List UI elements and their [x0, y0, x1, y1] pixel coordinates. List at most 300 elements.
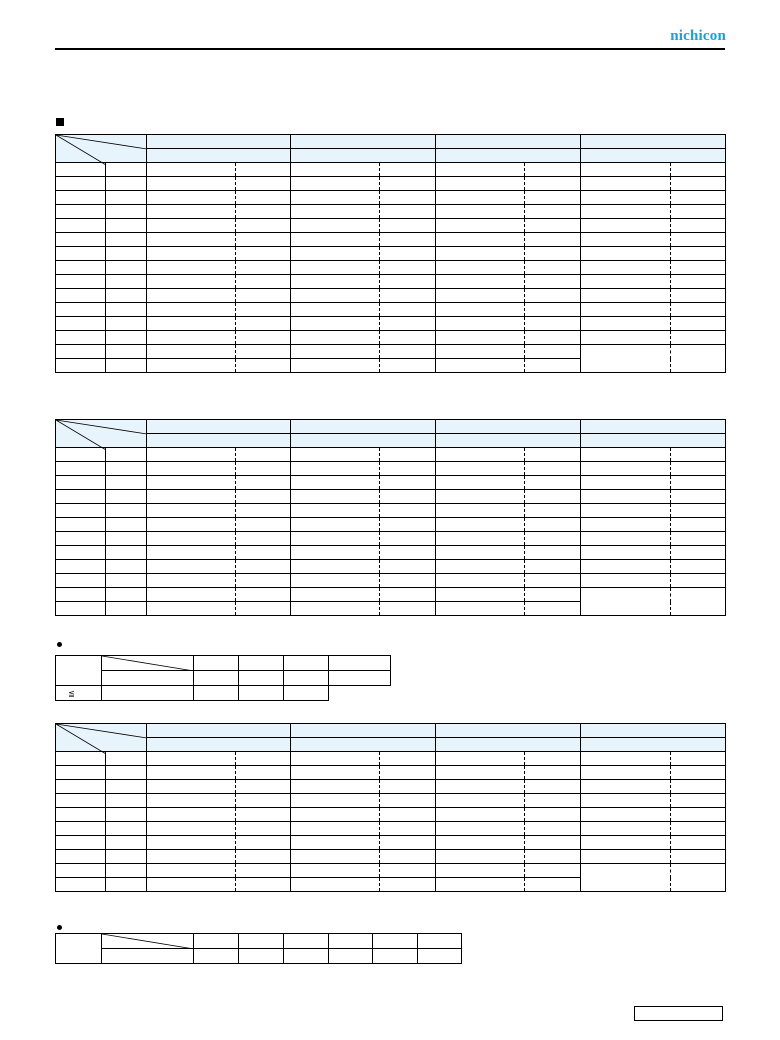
table-cell	[436, 289, 525, 303]
small2-cell	[194, 949, 239, 964]
table-cell	[380, 177, 436, 191]
table-cell	[56, 864, 106, 878]
table-cell	[436, 878, 525, 892]
table-row	[56, 504, 726, 518]
table-cell	[236, 448, 291, 462]
table-cell	[581, 317, 671, 331]
table-cell	[106, 822, 147, 836]
table-cell	[236, 602, 291, 616]
table-cell	[106, 191, 147, 205]
table-row	[56, 532, 726, 546]
table-cell	[147, 780, 236, 794]
table-cell	[56, 574, 106, 588]
voltage-group-header	[147, 434, 291, 448]
table-cell	[436, 163, 525, 177]
table-cell	[147, 303, 236, 317]
table-row	[56, 275, 726, 289]
table-row	[56, 808, 726, 822]
small1-diag-cell	[102, 656, 194, 671]
table-cell	[291, 588, 380, 602]
less-equal-symbol: ≦	[68, 688, 75, 698]
page-number-box	[634, 1006, 723, 1021]
small2-cell	[418, 949, 462, 964]
table-cell	[380, 808, 436, 822]
table-cell	[671, 476, 726, 490]
table-cell	[291, 574, 380, 588]
table-cell	[291, 602, 380, 616]
table-cell	[581, 233, 671, 247]
voltage-group-header	[581, 434, 726, 448]
table-cell	[106, 462, 147, 476]
table-cell	[236, 532, 291, 546]
small1-cell	[329, 656, 391, 671]
table-cell	[380, 247, 436, 261]
table-cell	[671, 462, 726, 476]
table-cell	[380, 345, 436, 359]
table-cell	[56, 794, 106, 808]
table-cell-merged	[671, 588, 726, 616]
table-cell	[56, 359, 106, 373]
table-cell	[436, 504, 525, 518]
table-cell	[436, 850, 525, 864]
table-cell	[236, 490, 291, 504]
table-cell	[581, 205, 671, 219]
table-row	[56, 518, 726, 532]
table-cell	[236, 878, 291, 892]
small2-cell	[329, 934, 373, 949]
table-cell	[380, 780, 436, 794]
table-cell	[236, 808, 291, 822]
table-cell-merged	[671, 864, 726, 892]
table-cell	[380, 303, 436, 317]
table-cell	[525, 317, 581, 331]
table-cell	[525, 546, 581, 560]
table-cell	[106, 560, 147, 574]
table-cell	[380, 602, 436, 616]
table-cell	[147, 261, 236, 275]
table-cell	[380, 588, 436, 602]
voltage-group-header	[436, 434, 581, 448]
voltage-group-header	[436, 135, 581, 149]
table-cell	[236, 462, 291, 476]
table-cell	[581, 490, 671, 504]
table-cell	[671, 532, 726, 546]
table-cell	[147, 878, 236, 892]
table-cell	[106, 850, 147, 864]
table-cell	[56, 588, 106, 602]
voltage-group-header	[581, 724, 726, 738]
table-cell	[291, 546, 380, 560]
table-cell	[436, 177, 525, 191]
table-cell	[147, 462, 236, 476]
table-cell	[147, 247, 236, 261]
small1-rowhead	[56, 656, 102, 686]
table-cell	[147, 560, 236, 574]
table-cell	[671, 275, 726, 289]
table-cell	[56, 317, 106, 331]
table-cell	[525, 574, 581, 588]
table-row	[56, 205, 726, 219]
table-cell	[291, 275, 380, 289]
table-cell	[147, 864, 236, 878]
table-cell	[671, 822, 726, 836]
table-cell	[291, 448, 380, 462]
table-cell	[436, 317, 525, 331]
table-cell	[525, 808, 581, 822]
table-cell	[581, 191, 671, 205]
small2-cell	[284, 934, 329, 949]
table-cell	[106, 602, 147, 616]
rating-table-3	[55, 723, 726, 892]
table-cell	[525, 331, 581, 345]
table-cell	[56, 275, 106, 289]
table-cell	[581, 476, 671, 490]
table-cell	[106, 794, 147, 808]
table-cell	[291, 303, 380, 317]
table-cell	[436, 766, 525, 780]
table-cell	[525, 303, 581, 317]
small1-cell	[239, 656, 284, 671]
small2-cell	[373, 934, 418, 949]
table-cell	[147, 836, 236, 850]
table-cell	[525, 794, 581, 808]
table-cell	[236, 261, 291, 275]
table-corner-header	[56, 420, 147, 448]
voltage-group-header	[147, 420, 291, 434]
small1-cell	[194, 686, 239, 701]
table-cell	[380, 878, 436, 892]
table-row	[56, 289, 726, 303]
table-cell	[436, 303, 525, 317]
table-cell	[236, 836, 291, 850]
table-cell	[56, 233, 106, 247]
table-row	[56, 836, 726, 850]
table-cell	[671, 303, 726, 317]
small1-cell	[239, 671, 284, 686]
table-cell	[380, 560, 436, 574]
table-cell	[581, 331, 671, 345]
table-cell	[106, 303, 147, 317]
table-cell	[525, 752, 581, 766]
table-cell	[106, 808, 147, 822]
table-cell	[581, 219, 671, 233]
table-cell	[56, 822, 106, 836]
table-cell	[291, 560, 380, 574]
small2-cell	[373, 949, 418, 964]
header-rule	[55, 48, 725, 50]
table-cell	[56, 462, 106, 476]
table-cell	[525, 275, 581, 289]
table-cell	[581, 275, 671, 289]
table-cell	[436, 518, 525, 532]
table-cell	[581, 518, 671, 532]
voltage-group-header	[291, 724, 436, 738]
table-cell	[380, 518, 436, 532]
table-cell	[525, 602, 581, 616]
voltage-group-header	[291, 738, 436, 752]
table-row	[56, 822, 726, 836]
table-cell	[147, 177, 236, 191]
table-cell	[436, 836, 525, 850]
table-cell	[236, 163, 291, 177]
table-cell	[436, 808, 525, 822]
voltage-group-header	[581, 420, 726, 434]
table-row	[56, 780, 726, 794]
table-cell	[525, 219, 581, 233]
table-cell	[106, 289, 147, 303]
table-row	[56, 476, 726, 490]
table-cell	[436, 794, 525, 808]
table-cell	[671, 794, 726, 808]
table-cell	[106, 317, 147, 331]
table-cell	[380, 191, 436, 205]
voltage-group-header	[291, 434, 436, 448]
voltage-group-header	[581, 149, 726, 163]
table-cell	[436, 752, 525, 766]
table-cell	[581, 766, 671, 780]
table-row	[56, 588, 726, 602]
table-cell	[671, 808, 726, 822]
table-cell	[56, 289, 106, 303]
voltage-group-header	[147, 738, 291, 752]
voltage-group-header	[291, 135, 436, 149]
table-cell	[56, 878, 106, 892]
table-row	[56, 345, 726, 359]
table-cell	[56, 560, 106, 574]
table-cell	[380, 205, 436, 219]
note-bullet-2	[57, 925, 62, 930]
table-cell	[380, 574, 436, 588]
table-row	[56, 546, 726, 560]
table-cell	[291, 462, 380, 476]
table-cell	[291, 504, 380, 518]
table-cell	[671, 546, 726, 560]
table-cell	[671, 574, 726, 588]
table-cell	[380, 532, 436, 546]
table-cell	[525, 289, 581, 303]
table-cell	[436, 191, 525, 205]
table-cell	[671, 317, 726, 331]
table-row	[56, 191, 726, 205]
table-cell	[147, 448, 236, 462]
table-cell	[380, 752, 436, 766]
table-cell	[581, 247, 671, 261]
table-cell	[236, 476, 291, 490]
small1-cell	[194, 656, 239, 671]
table-row	[56, 261, 726, 275]
table-cell	[147, 219, 236, 233]
voltage-group-header	[581, 135, 726, 149]
voltage-group-header	[436, 420, 581, 434]
table-cell	[147, 191, 236, 205]
table-cell	[147, 546, 236, 560]
rating-table-2	[55, 419, 726, 616]
table-cell	[236, 359, 291, 373]
table-cell	[56, 331, 106, 345]
table-cell	[236, 752, 291, 766]
table-row	[56, 247, 726, 261]
table-cell-merged	[581, 588, 671, 616]
table-cell	[291, 233, 380, 247]
table-cell	[436, 476, 525, 490]
table-cell	[581, 261, 671, 275]
table-cell	[581, 532, 671, 546]
table-cell	[236, 766, 291, 780]
table-cell	[291, 864, 380, 878]
table-cell	[380, 331, 436, 345]
table-cell	[671, 780, 726, 794]
table-cell	[56, 476, 106, 490]
table-cell	[436, 560, 525, 574]
table-cell	[106, 504, 147, 518]
table-cell	[291, 247, 380, 261]
table-cell	[436, 247, 525, 261]
table-cell	[106, 766, 147, 780]
table-cell	[380, 163, 436, 177]
table-cell	[106, 359, 147, 373]
table-cell	[56, 780, 106, 794]
table-cell	[581, 448, 671, 462]
small2-cell	[194, 934, 239, 949]
table-cell	[525, 588, 581, 602]
table-cell	[291, 191, 380, 205]
table-cell	[525, 476, 581, 490]
table-cell	[291, 518, 380, 532]
table-cell	[581, 163, 671, 177]
table-cell	[236, 518, 291, 532]
table-cell	[671, 766, 726, 780]
table-row	[56, 752, 726, 766]
table-cell	[671, 163, 726, 177]
table-cell	[436, 532, 525, 546]
table-cell	[671, 191, 726, 205]
table-row	[56, 766, 726, 780]
small2-cell	[239, 949, 284, 964]
table-cell	[581, 504, 671, 518]
table-cell	[581, 303, 671, 317]
table-cell	[291, 261, 380, 275]
table-row	[56, 331, 726, 345]
table-cell	[525, 359, 581, 373]
table-cell	[236, 219, 291, 233]
small2-cell	[418, 934, 462, 949]
table-cell	[106, 546, 147, 560]
table-cell	[581, 752, 671, 766]
table-cell	[671, 331, 726, 345]
table-row	[56, 462, 726, 476]
table-cell	[525, 518, 581, 532]
table-cell	[106, 345, 147, 359]
small1-cell	[329, 671, 391, 686]
table-cell	[291, 532, 380, 546]
table-cell	[106, 247, 147, 261]
table-cell	[525, 766, 581, 780]
table-cell	[380, 448, 436, 462]
table-cell	[56, 766, 106, 780]
table-cell	[147, 163, 236, 177]
table-row	[56, 163, 726, 177]
voltage-group-header	[436, 738, 581, 752]
note-bullet-1	[57, 642, 62, 647]
voltage-group-header	[581, 738, 726, 752]
table-row	[56, 448, 726, 462]
table-cell	[56, 532, 106, 546]
table-cell	[671, 233, 726, 247]
table-cell	[106, 331, 147, 345]
table-cell	[147, 205, 236, 219]
voltage-group-header	[291, 420, 436, 434]
table-cell	[436, 864, 525, 878]
table-cell	[236, 191, 291, 205]
table-cell	[106, 233, 147, 247]
table-cell	[236, 504, 291, 518]
frequency-coefficient-table-2	[55, 933, 462, 964]
table-cell	[147, 359, 236, 373]
table-cell	[291, 331, 380, 345]
table-cell	[147, 317, 236, 331]
table-cell	[106, 275, 147, 289]
table-cell	[436, 359, 525, 373]
table-cell	[236, 303, 291, 317]
table-cell	[436, 233, 525, 247]
table-cell	[671, 560, 726, 574]
table-cell	[380, 462, 436, 476]
table-cell	[56, 177, 106, 191]
table-row	[56, 233, 726, 247]
table-row	[56, 560, 726, 574]
small2-cell	[239, 934, 284, 949]
small1-cell	[284, 686, 329, 701]
rating-table-1	[55, 134, 726, 373]
table-cell	[147, 808, 236, 822]
table-cell	[236, 345, 291, 359]
table-cell	[147, 345, 236, 359]
table-cell	[581, 822, 671, 836]
table-row	[56, 850, 726, 864]
table-cell	[147, 490, 236, 504]
table-cell	[147, 822, 236, 836]
table-cell	[106, 574, 147, 588]
table-cell	[671, 836, 726, 850]
table-cell	[380, 233, 436, 247]
table-cell	[436, 331, 525, 345]
table-cell	[147, 504, 236, 518]
table-cell	[236, 546, 291, 560]
table-cell	[380, 359, 436, 373]
table-row	[56, 303, 726, 317]
small2-cell	[284, 949, 329, 964]
small2-cell	[102, 949, 194, 964]
table-cell	[291, 289, 380, 303]
table-cell	[436, 822, 525, 836]
table-cell	[436, 602, 525, 616]
voltage-group-header	[436, 149, 581, 163]
small2-rowhead	[56, 934, 102, 964]
table-cell	[380, 289, 436, 303]
table-cell	[236, 780, 291, 794]
table-cell	[106, 878, 147, 892]
table-corner-header	[56, 724, 147, 752]
table-cell-merged	[671, 345, 726, 373]
nichicon-logo: nichicon	[670, 28, 726, 44]
table-cell	[147, 289, 236, 303]
table-cell	[525, 261, 581, 275]
table-cell	[436, 780, 525, 794]
small2-diag-cell	[102, 934, 194, 949]
table-cell	[380, 476, 436, 490]
table-row	[56, 490, 726, 504]
table-cell	[236, 205, 291, 219]
